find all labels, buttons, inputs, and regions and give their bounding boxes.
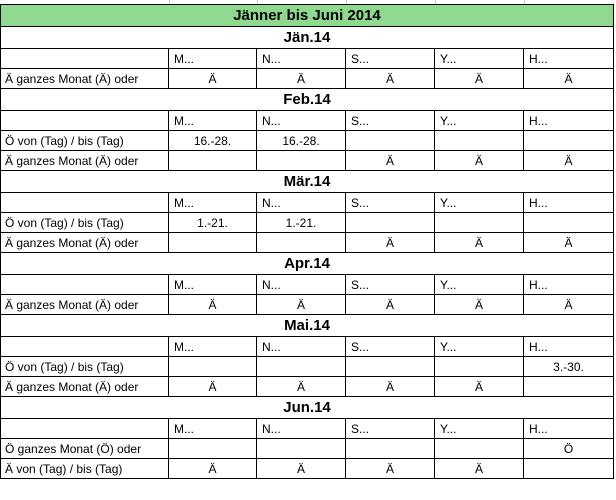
table-cell[interactable] xyxy=(524,131,614,151)
table-cell[interactable]: Ä xyxy=(346,233,435,253)
column-header[interactable]: N... xyxy=(257,193,346,213)
sheet-title[interactable]: Jänner bis Juni 2014 xyxy=(0,4,614,27)
table-row xyxy=(0,439,614,459)
column-header[interactable]: Y... xyxy=(435,193,524,213)
row-label[interactable]: Ä von (Tag) / bis (Tag) xyxy=(0,459,169,479)
column-header[interactable]: S... xyxy=(346,49,435,69)
column-header[interactable]: Y... xyxy=(435,49,524,69)
column-header[interactable]: N... xyxy=(257,49,346,69)
column-header-row xyxy=(0,49,614,69)
table-cell[interactable]: Ä xyxy=(435,69,524,89)
table-cell[interactable]: Ä xyxy=(435,377,524,397)
month-header[interactable]: Feb.14 xyxy=(0,89,614,111)
table-cell[interactable] xyxy=(169,151,257,171)
column-header[interactable]: N... xyxy=(257,111,346,131)
column-header-row xyxy=(0,193,614,213)
table-cell[interactable] xyxy=(346,439,435,459)
column-header[interactable]: H... xyxy=(524,419,614,439)
table-cell[interactable] xyxy=(257,439,346,459)
column-header[interactable]: H... xyxy=(524,193,614,213)
table-cell[interactable]: Ä xyxy=(346,377,435,397)
table-cell[interactable] xyxy=(0,111,169,131)
table-cell[interactable]: Ä xyxy=(257,459,346,479)
row-label[interactable]: Ä ganzes Monat (Ä) oder xyxy=(0,151,169,171)
column-header[interactable]: S... xyxy=(346,111,435,131)
table-cell[interactable] xyxy=(169,439,257,459)
table-cell[interactable]: Ä xyxy=(257,69,346,89)
table-cell[interactable] xyxy=(435,131,524,151)
column-header[interactable]: N... xyxy=(257,337,346,357)
table-cell[interactable] xyxy=(346,357,435,377)
table-cell[interactable] xyxy=(524,213,614,233)
table-cell[interactable]: Ä xyxy=(346,295,435,315)
row-label[interactable]: Ä ganzes Monat (Ä) oder xyxy=(0,295,169,315)
column-header[interactable]: M... xyxy=(169,419,257,439)
column-header-row xyxy=(0,419,614,439)
table-cell[interactable]: Ä xyxy=(169,295,257,315)
row-label[interactable]: Ö ganzes Monat (Ö) oder xyxy=(0,439,169,459)
table-cell[interactable] xyxy=(435,439,524,459)
column-header[interactable]: M... xyxy=(169,275,257,295)
table-cell[interactable]: Ä xyxy=(435,151,524,171)
column-header[interactable]: Y... xyxy=(435,337,524,357)
table-cell[interactable]: Ä xyxy=(169,459,257,479)
table-cell[interactable] xyxy=(0,419,169,439)
row-label[interactable]: Ä ganzes Monat (Ä) oder xyxy=(0,69,169,89)
column-header[interactable]: H... xyxy=(524,337,614,357)
column-header[interactable]: Y... xyxy=(435,111,524,131)
table-cell[interactable]: Ä xyxy=(169,69,257,89)
table-row xyxy=(0,131,614,151)
table-cell[interactable] xyxy=(435,357,524,377)
table-cell[interactable]: 1.-21. xyxy=(169,213,257,233)
table-cell[interactable]: Ä xyxy=(346,459,435,479)
table-cell[interactable]: Ä xyxy=(346,69,435,89)
table-cell[interactable] xyxy=(169,233,257,253)
row-label[interactable]: Ö von (Tag) / bis (Tag) xyxy=(0,131,169,151)
table-cell[interactable]: Ä xyxy=(524,295,614,315)
table-cell[interactable] xyxy=(169,357,257,377)
month-header[interactable]: Jun.14 xyxy=(0,397,614,419)
table-cell[interactable]: Ä xyxy=(524,69,614,89)
table-cell[interactable] xyxy=(0,49,169,69)
table-cell[interactable] xyxy=(346,131,435,151)
column-header[interactable]: H... xyxy=(524,275,614,295)
table-cell[interactable]: Ä xyxy=(435,233,524,253)
table-row xyxy=(0,295,614,315)
column-header[interactable]: S... xyxy=(346,419,435,439)
table-row xyxy=(0,151,614,171)
column-header[interactable]: N... xyxy=(257,419,346,439)
column-header[interactable]: H... xyxy=(524,49,614,69)
table-row xyxy=(0,357,614,377)
month-header[interactable]: Mär.14 xyxy=(0,171,614,193)
table-cell[interactable]: 3.-30. xyxy=(524,357,614,377)
column-header[interactable]: Y... xyxy=(435,419,524,439)
table-row xyxy=(0,213,614,233)
column-header[interactable]: M... xyxy=(169,193,257,213)
table-cell[interactable]: Ä xyxy=(435,459,524,479)
table-cell[interactable]: 1.-21. xyxy=(257,213,346,233)
table-cell[interactable] xyxy=(257,357,346,377)
table-row xyxy=(0,459,614,479)
column-header[interactable]: M... xyxy=(169,49,257,69)
table-cell[interactable]: Ä xyxy=(346,151,435,171)
table-cell[interactable]: 16.-28. xyxy=(169,131,257,151)
table-row xyxy=(0,233,614,253)
column-header[interactable]: Y... xyxy=(435,275,524,295)
column-header[interactable]: S... xyxy=(346,275,435,295)
table-cell[interactable] xyxy=(0,193,169,213)
column-header-row xyxy=(0,111,614,131)
column-header[interactable]: S... xyxy=(346,337,435,357)
table-row xyxy=(0,377,614,397)
row-label[interactable]: Ö von (Tag) / bis (Tag) xyxy=(0,213,169,233)
month-header[interactable]: Mai.14 xyxy=(0,315,614,337)
column-header-row xyxy=(0,337,614,357)
column-header[interactable]: M... xyxy=(169,111,257,131)
table-cell[interactable] xyxy=(435,213,524,233)
table-cell[interactable] xyxy=(257,233,346,253)
column-header[interactable]: N... xyxy=(257,275,346,295)
table-row xyxy=(0,69,614,89)
table-cell[interactable]: Ä xyxy=(524,233,614,253)
row-label[interactable]: Ä ganzes Monat (Ä) oder xyxy=(0,233,169,253)
table-cell[interactable]: Ä xyxy=(524,151,614,171)
table-cell[interactable]: Ä xyxy=(435,295,524,315)
column-header[interactable]: S... xyxy=(346,193,435,213)
column-header-row xyxy=(0,275,614,295)
table-cell[interactable] xyxy=(524,377,614,397)
month-header[interactable]: Jän.14 xyxy=(0,27,614,49)
row-label[interactable]: Ö von (Tag) / bis (Tag) xyxy=(0,357,169,377)
row-label[interactable]: Ä ganzes Monat (Ä) oder xyxy=(0,377,169,397)
month-header[interactable]: Apr.14 xyxy=(0,253,614,275)
table-cell[interactable]: Ä xyxy=(169,377,257,397)
table-cell[interactable] xyxy=(0,337,169,357)
column-header[interactable]: M... xyxy=(169,337,257,357)
table-cell[interactable] xyxy=(257,151,346,171)
table-cell[interactable] xyxy=(346,213,435,233)
table-cell[interactable] xyxy=(0,275,169,295)
table-cell[interactable] xyxy=(524,459,614,479)
table-cell[interactable]: Ö xyxy=(524,439,614,459)
column-header[interactable]: H... xyxy=(524,111,614,131)
table-cell[interactable]: Ä xyxy=(257,377,346,397)
table-cell[interactable]: 16.-28. xyxy=(257,131,346,151)
table-cell[interactable]: Ä xyxy=(257,295,346,315)
